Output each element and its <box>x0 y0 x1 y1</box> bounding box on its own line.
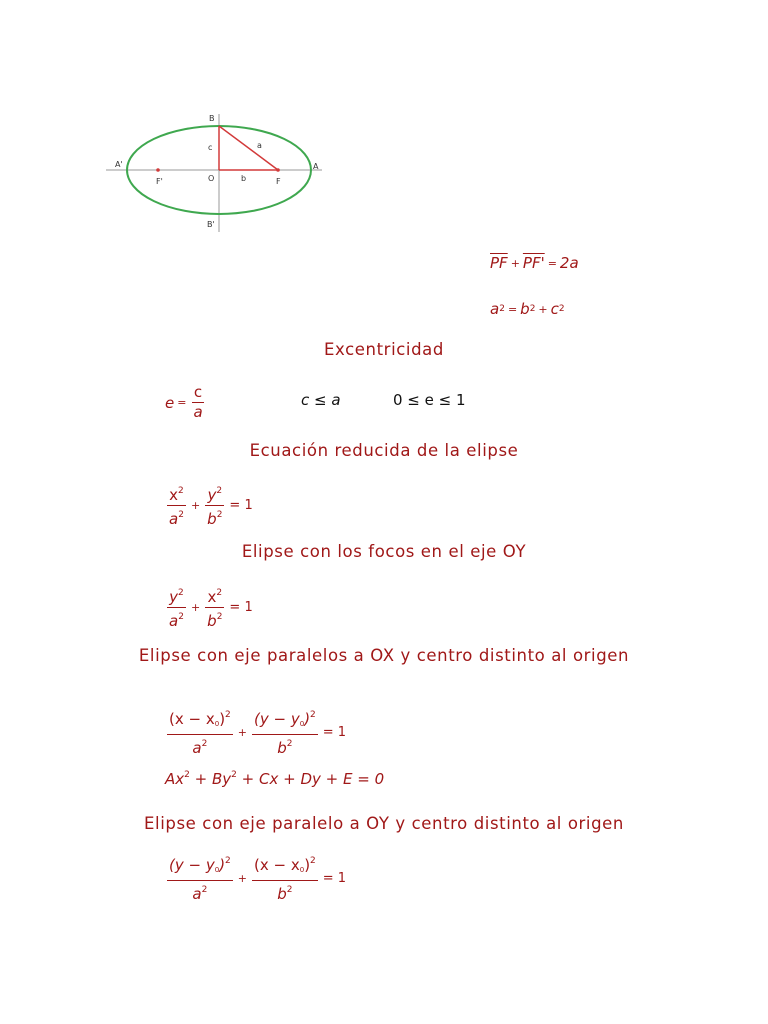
label-F: F <box>276 177 281 186</box>
exp: 2 <box>499 304 505 314</box>
denominator <box>205 608 224 631</box>
denominator <box>167 506 186 529</box>
equals-one: = 1 <box>229 498 253 513</box>
label-A-prime: A' <box>115 160 123 169</box>
exp: 2 <box>216 612 223 622</box>
exp: 2 <box>225 710 231 720</box>
label-c: c <box>208 143 213 152</box>
formula-ox-shifted <box>165 706 349 758</box>
var: y <box>207 486 217 504</box>
label-F-prime: F' <box>156 177 163 186</box>
denominator <box>275 735 294 758</box>
exp: 2 <box>225 856 231 866</box>
paren: ) <box>219 710 226 728</box>
denominator: a <box>193 403 203 421</box>
sub: 0 <box>214 866 220 874</box>
numerator <box>205 482 224 506</box>
denominator <box>190 881 209 904</box>
sub: 0 <box>299 720 305 728</box>
exp: 2 <box>286 885 293 895</box>
var: b <box>207 510 217 528</box>
exp: 2 <box>178 486 184 496</box>
condition-e-range: 0 ≤ e ≤ 1 <box>393 391 466 409</box>
var-b: b <box>520 300 530 318</box>
var-e: e <box>165 393 175 412</box>
fraction-y2-b2 <box>205 482 224 529</box>
heading-oy-shifted: Elipse con eje paralelo a OY y centro distinto al origen <box>144 814 624 833</box>
heading-reduced-equation: Ecuación reducida de la elipse <box>249 441 519 460</box>
term: (x − x <box>169 710 215 728</box>
denominator <box>275 881 294 904</box>
label-O: O <box>208 174 215 183</box>
equals-sign: = <box>507 302 518 316</box>
formula-focal-sum <box>490 254 579 272</box>
formula-oy-shifted <box>165 852 349 904</box>
exp: 2 <box>310 710 316 720</box>
term-pf: $\overline{PF}$ <box>490 254 508 272</box>
exp: 2 <box>184 770 190 780</box>
label-A: A <box>313 162 319 171</box>
fraction-x-shift <box>167 706 233 758</box>
exp: 2 <box>216 486 223 496</box>
label-a: a <box>257 141 262 150</box>
formula-reduced <box>165 482 256 529</box>
equals-one: = 1 <box>322 724 347 740</box>
formula-foci-oy <box>165 584 256 631</box>
label-B-prime: B' <box>207 220 215 229</box>
exp: 2 <box>178 612 184 622</box>
term: (x − x <box>254 856 300 874</box>
ellipse-diagram <box>100 108 330 238</box>
var: b <box>207 612 217 630</box>
var: y <box>169 588 179 606</box>
plus-sign: + <box>237 871 247 885</box>
heading-ox-shifted: Elipse con eje paralelos a OX y centro distinto al origen <box>138 646 630 665</box>
formula-eccentricity <box>165 383 207 422</box>
plus-sign: + <box>237 725 247 739</box>
exp: 2 <box>216 510 223 520</box>
focus-f-prime-point <box>156 168 160 172</box>
fraction-y-shift <box>167 852 233 904</box>
exp: 2 <box>310 856 316 866</box>
term-ax2: Ax <box>165 770 185 788</box>
var: b <box>277 885 287 903</box>
equals-sign: = <box>547 256 557 270</box>
rhs: 2a <box>559 254 579 272</box>
condition-c-le-a: c ≤ a <box>301 391 341 409</box>
var: b <box>277 739 287 757</box>
numerator <box>167 706 233 735</box>
sub: 0 <box>214 720 220 728</box>
var-c: c <box>550 300 559 318</box>
plus-sign: + <box>190 601 201 614</box>
fraction-x2-a2 <box>167 482 186 529</box>
term: (y − y <box>254 710 300 728</box>
fraction-c-over-a <box>191 383 204 422</box>
var: a <box>169 612 179 630</box>
exp: 2 <box>216 588 223 598</box>
numerator <box>252 852 318 881</box>
plus-sign: + <box>190 499 201 512</box>
heading-eccentricity: Excentricidad <box>324 340 444 359</box>
equals-sign: = <box>177 396 187 409</box>
term: (y − y <box>169 856 215 874</box>
formula-pythagoras <box>490 300 565 318</box>
heading-foci-oy: Elipse con los focos en el eje OY <box>241 542 527 561</box>
var: a <box>192 885 202 903</box>
exp: 2 <box>286 739 293 749</box>
equals-one: = 1 <box>322 870 347 886</box>
focus-f-point <box>276 168 280 172</box>
numerator: c <box>193 383 203 401</box>
fraction-y-shift <box>252 706 318 758</box>
paren: ) <box>219 856 226 874</box>
exp: 2 <box>558 304 565 314</box>
fraction-x2-b2 <box>205 584 224 631</box>
equals-one: = 1 <box>229 600 253 615</box>
numerator <box>167 852 233 881</box>
numerator <box>252 706 318 735</box>
term-pf-prime: PF' <box>522 254 545 272</box>
denominator <box>190 735 209 758</box>
exp: 2 <box>201 739 208 749</box>
exp: 2 <box>178 510 184 520</box>
var-a: a <box>490 300 500 318</box>
plus-sign: + <box>510 256 520 270</box>
var: x <box>169 486 179 504</box>
exp: 2 <box>231 770 237 780</box>
exp: 2 <box>201 885 208 895</box>
label-b: b <box>241 174 247 183</box>
exp: 2 <box>529 304 536 314</box>
var: a <box>192 739 202 757</box>
var: a <box>169 510 179 528</box>
term-rest: + Cx + Dy + E = 0 <box>236 770 385 788</box>
numerator <box>205 584 224 608</box>
plus-sign: + <box>538 302 548 316</box>
fraction-y2-a2 <box>167 584 186 631</box>
exp: 2 <box>178 588 184 598</box>
var: x <box>207 588 217 606</box>
numerator <box>167 482 186 506</box>
denominator <box>205 506 224 529</box>
numerator <box>167 584 186 608</box>
denominator <box>167 608 186 631</box>
sub: 0 <box>299 866 305 874</box>
term-by2: + By <box>189 770 232 788</box>
paren: ) <box>304 856 311 874</box>
formula-general <box>165 770 384 788</box>
fraction-x-shift <box>252 852 318 904</box>
label-B: B <box>209 114 215 123</box>
paren: ) <box>304 710 311 728</box>
